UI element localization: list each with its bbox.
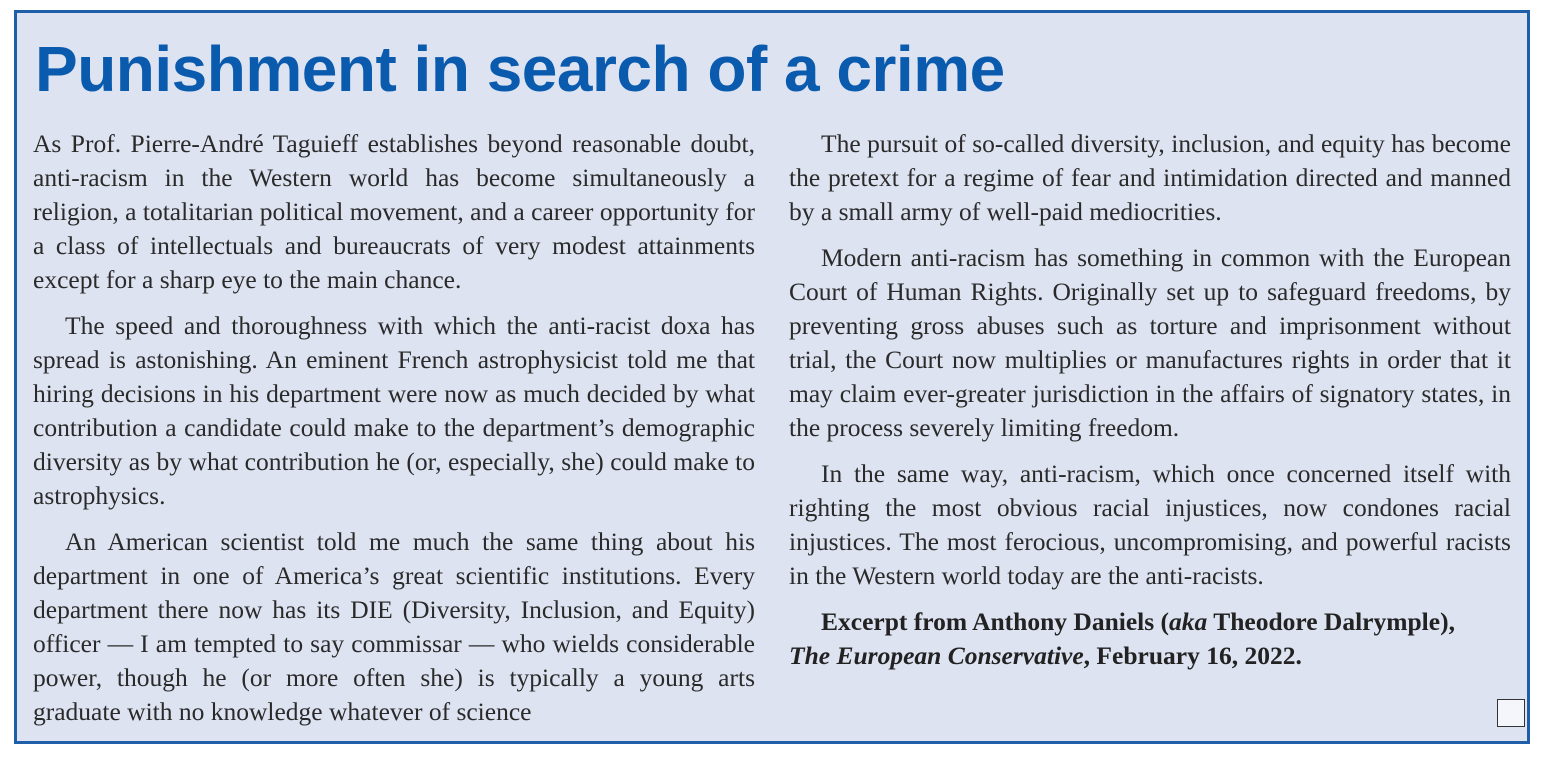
credit-date: , February 16, 2022. <box>1083 641 1302 670</box>
paragraph: An American scientist told me much the same thing about his department in one of America’s great scientific institutions. Every department there now has its DIE (Diversity, Inclusion, and Equity) officer — I am tempted to say commissar — who wields considerable power, though he (or more often she) is typically a young arts graduate with no knowledge whatever of science <box>33 527 755 726</box>
source-credit <box>789 605 1511 673</box>
left-column <box>33 127 755 729</box>
paragraph: The speed and thoroughness with which the anti-racist doxa has spread is astonishing. An eminent French astrophysicist told me that hiring decisions in his department were now as much decided by what contribution a candidate could make to the department’s demographic diversity as by what contribution he (or, especially, she) could make to astrophysics. <box>33 311 755 510</box>
right-column <box>789 127 1511 685</box>
article-box <box>14 10 1530 744</box>
credit-alias: Theodore Dalrymple), <box>1207 607 1455 636</box>
article-title: Punishment in search of a crime <box>35 33 1005 105</box>
credit-publication: The European Conservative <box>789 641 1084 670</box>
paragraph: In the same way, anti-racism, which once concerned itself with righting the most obvious racial injustices, now condones racial injustices. The most ferocious, uncompromising, and powerful racists in the Western world today are the anti-racists. <box>789 459 1511 590</box>
end-mark-box <box>1497 699 1525 727</box>
paragraph: Modern anti-racism has something in common with the European Court of Human Rights. Originally set up to safeguard freedoms, by preventing gross abuses such as torture and imprisonment without trial, the Court now multiplies or manufactures rights in order that it may claim ever-greater jurisdiction in the affairs of signatory states, in the process severely limiting freedom. <box>789 243 1511 442</box>
paragraph: As Prof. Pierre-André Taguieff establishes beyond reasonable doubt, anti-racism in the Western world has become simultaneously a religion, a totalitarian political movement, and a career opportunity for a class of intellectuals and bureaucrats of very modest attainments except for a sharp eye to the main chance. <box>33 129 755 294</box>
credit-aka: aka <box>1169 607 1208 636</box>
credit-prefix: Excerpt from Anthony Daniels ( <box>821 607 1170 636</box>
paragraph: The pursuit of so-called diversity, inclusion, and equity has become the pretext for a regime of fear and intimidation directed and manned by a small army of well-paid mediocrities. <box>789 129 1511 226</box>
